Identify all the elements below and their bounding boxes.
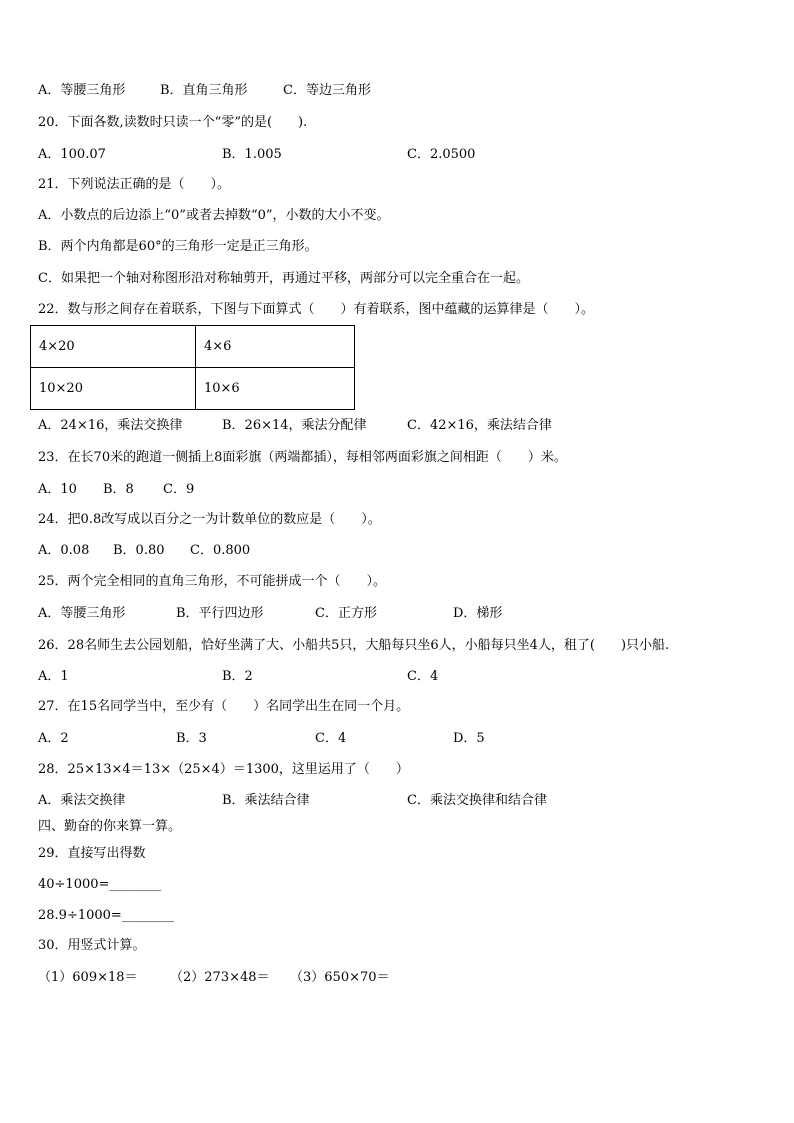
table-row (31, 368, 355, 410)
q22-option-a: A．24×16，乘法交换律 (38, 418, 183, 433)
q23-option-a: A．10 (38, 482, 77, 497)
q29-item-2: 28.9÷1000=________ (38, 908, 174, 923)
q27-stem: 27．在15名同学当中，至少有（ ）名同学出生在同一个月。 (38, 699, 410, 714)
table-cell: 10×20 (31, 368, 196, 410)
q28-option-a: A．乘法交换律 (38, 793, 126, 808)
table-cell: 4×20 (31, 326, 196, 368)
q30-item-1: （1）609×18＝ (38, 970, 138, 985)
q21-stem: 21．下列说法正确的是（ ）。 (38, 177, 231, 192)
q27-option-d: D．5 (453, 731, 485, 746)
q28-stem: 28．25×13×4＝13×（25×4）＝1300，这里运用了（ ） (38, 762, 409, 777)
q19-option-b: B．直角三角形 (160, 83, 248, 98)
q25-option-a: A．等腰三角形 (38, 606, 126, 621)
q25-option-d: D．梯形 (453, 606, 503, 621)
q20-stem: 20．下面各数,读数时只读一个“零”的是( ). (38, 115, 308, 130)
q24-option-b: B．0.80 (113, 543, 165, 558)
q26-option-b: B．2 (222, 669, 253, 684)
q26-stem: 26．28名师生去公园划船，恰好坐满了大、小船共5只，大船每只坐6人，小船每只坐4人，租了( )只小船. (38, 638, 670, 653)
q24-option-a: A．0.08 (38, 543, 90, 558)
table-cell: 4×6 (196, 326, 355, 368)
table-cell: 10×6 (196, 368, 355, 410)
q28-option-b: B．乘法结合律 (222, 793, 310, 808)
q19-option-c: C．等边三角形 (283, 83, 371, 98)
q30-stem: 30．用竖式计算。 (38, 938, 146, 953)
q23-option-b: B．8 (103, 482, 134, 497)
q30-item-3: （3）650×70＝ (290, 970, 390, 985)
q20-option-c: C．2.0500 (407, 147, 476, 162)
q29-stem: 29．直接写出得数 (38, 846, 146, 861)
q25-option-b: B．平行四边形 (176, 606, 264, 621)
q29-item-1: 40÷1000=________ (38, 877, 162, 892)
q22-option-c: C．42×16，乘法结合律 (407, 418, 552, 433)
q20-option-a: A．100.07 (38, 147, 106, 162)
table-row (31, 326, 355, 368)
section-title: 四、勤奋的你来算一算。 (38, 819, 182, 834)
q23-option-c: C．9 (163, 482, 195, 497)
q24-option-c: C．0.800 (190, 543, 251, 558)
q28-option-c: C．乘法交换律和结合律 (407, 793, 547, 808)
q25-stem: 25．两个完全相同的直角三角形，不可能拼成一个（ ）。 (38, 574, 387, 589)
q26-option-a: A．1 (38, 669, 69, 684)
q22-table (30, 325, 355, 410)
q23-stem: 23．在长70米的跑道一侧插上8面彩旗（两端都插），每相邻两面彩旗之间相距（ ）米。 (38, 450, 567, 465)
q27-option-b: B．3 (176, 731, 207, 746)
q26-option-c: C．4 (407, 669, 439, 684)
q19-option-a: A．等腰三角形 (38, 83, 126, 98)
q21-option-a: A．小数点的后边添上“0”或者去掉数“0”，小数的大小不变。 (38, 208, 390, 223)
q27-option-a: A．2 (38, 731, 69, 746)
q22-option-b: B．26×14，乘法分配律 (222, 418, 367, 433)
q27-option-c: C．4 (315, 731, 347, 746)
q25-option-c: C．正方形 (315, 606, 377, 621)
q24-stem: 24．把0.8改写成以百分之一为计数单位的数应是（ ）。 (38, 512, 381, 527)
q22-stem: 22．数与形之间存在着联系，下图与下面算式（ ）有着联系，图中蕴藏的运算律是（ ）。 (38, 302, 595, 317)
q21-option-c: C．如果把一个轴对称图形沿对称轴剪开，再通过平移，两部分可以完全重合在一起。 (38, 271, 529, 286)
q30-item-2: （2）273×48＝ (170, 970, 270, 985)
q20-option-b: B．1.005 (222, 147, 282, 162)
q21-option-b: B．两个内角都是60°的三角形一定是正三角形。 (38, 239, 318, 254)
